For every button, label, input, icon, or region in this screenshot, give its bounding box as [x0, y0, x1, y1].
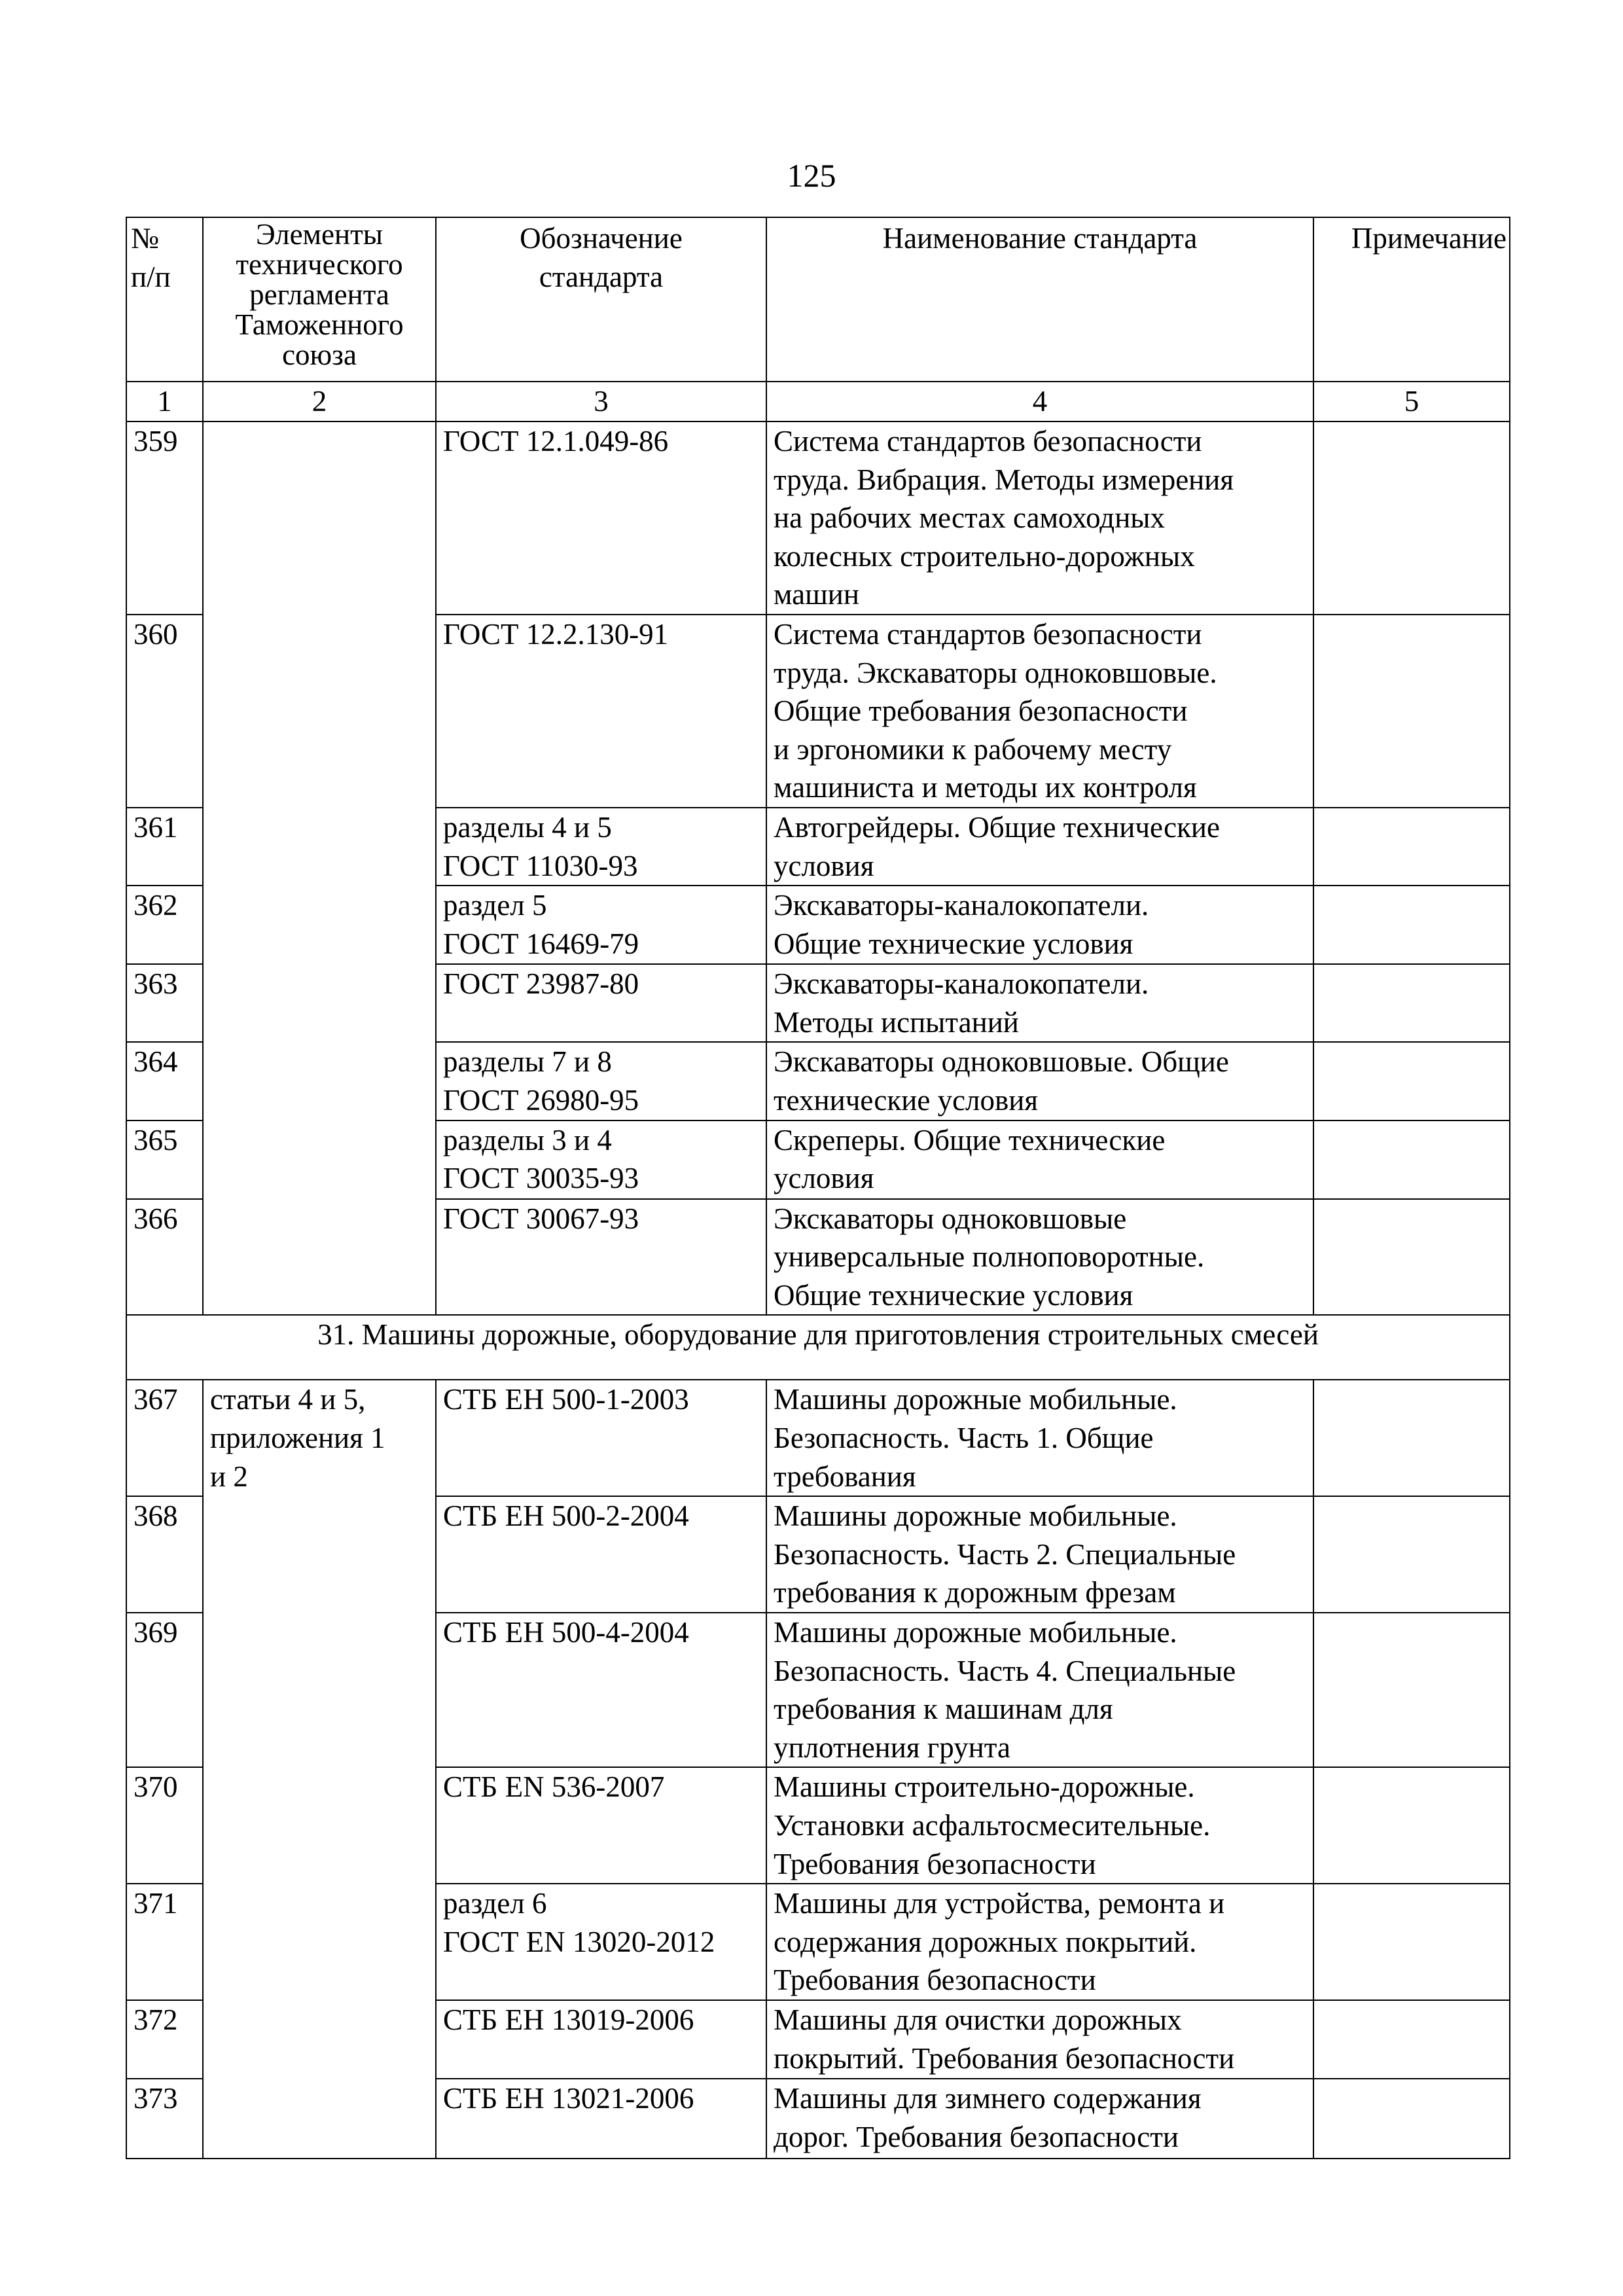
standard-name: Экскаваторы-каналокопатели. Методы испытаний [766, 964, 1313, 1042]
table-row [126, 422, 1510, 615]
row-number: 364 [126, 1042, 203, 1120]
standard-name: Система стандартов безопасности труда. Экскаваторы одноковшовые. Общие требования безопасности и эргономики к рабочему месту машиниста и методы их контроля [766, 615, 1313, 808]
standard-name: Машины для зимнего содержания дорог. Требования безопасности [766, 2079, 1313, 2159]
note [1313, 1613, 1510, 1767]
row-number: 361 [126, 808, 203, 886]
header-name: Наименование стандарта [766, 217, 1313, 382]
note [1313, 964, 1510, 1042]
row-number: 367 [126, 1380, 203, 1496]
row-number: 372 [126, 2000, 203, 2079]
standard-designation: ГОСТ 30067-93 [436, 1199, 766, 1316]
standard-designation: ГОСТ 12.2.130-91 [436, 615, 766, 808]
standard-name: Машины дорожные мобильные. Безопасность. Часть 4. Специальные требования к машинам для уплотнения грунта [766, 1613, 1313, 1767]
column-number-row [126, 382, 1510, 422]
standard-name: Машины для устройства, ремонта и содержания дорожных покрытий. Требования безопасности [766, 1884, 1313, 2000]
regulation-elements: статьи 4 и 5, приложения 1 и 2 [203, 1380, 436, 2159]
note [1313, 1199, 1510, 1316]
row-number: 362 [126, 886, 203, 964]
row-number: 370 [126, 1767, 203, 1884]
section-header-row [126, 1315, 1510, 1380]
standard-designation: СТБ ЕН 500-1-2003 [436, 1380, 766, 1496]
column-number: 2 [203, 382, 436, 422]
standard-designation: ГОСТ 12.1.049-86 [436, 422, 766, 615]
standard-designation: ГОСТ 23987-80 [436, 964, 766, 1042]
row-number: 360 [126, 615, 203, 808]
standard-designation: СТБ ЕН 500-4-2004 [436, 1613, 766, 1767]
note [1313, 1884, 1510, 2000]
column-number: 1 [126, 382, 203, 422]
standards-table [126, 217, 1510, 2159]
standard-designation: разделы 4 и 5 ГОСТ 11030-93 [436, 808, 766, 886]
standard-name: Экскаваторы одноковшовые универсальные полноповоротные. Общие технические условия [766, 1199, 1313, 1316]
standard-name: Экскаваторы одноковшовые. Общие технические условия [766, 1042, 1313, 1120]
standard-designation: СТБ ЕН 13021-2006 [436, 2079, 766, 2159]
header-row [126, 217, 1510, 382]
note [1313, 615, 1510, 808]
standard-name: Экскаваторы-каналокопатели. Общие технические условия [766, 886, 1313, 964]
standard-designation: СТБ EN 536-2007 [436, 1767, 766, 1884]
header-note: Примечание [1313, 217, 1510, 382]
column-number: 3 [436, 382, 766, 422]
standard-designation: разделы 7 и 8 ГОСТ 26980-95 [436, 1042, 766, 1120]
note [1313, 808, 1510, 886]
standard-designation: разделы 3 и 4 ГОСТ 30035-93 [436, 1121, 766, 1199]
table-row [126, 1380, 1510, 1496]
header-designation: Обозначение стандарта [436, 217, 766, 382]
note [1313, 2000, 1510, 2079]
table-body-part1 [126, 422, 1510, 1315]
standard-designation: СТБ ЕН 13019-2006 [436, 2000, 766, 2079]
note [1313, 1496, 1510, 1613]
regulation-elements [203, 422, 436, 1315]
standard-name: Машины дорожные мобильные. Безопасность. Часть 1. Общие требования [766, 1380, 1313, 1496]
standard-name: Система стандартов безопасности труда. Вибрация. Методы измерения на рабочих местах самоходных колесных строительно-дорожных машин [766, 422, 1313, 615]
standard-name: Скреперы. Общие технические условия [766, 1121, 1313, 1199]
note [1313, 886, 1510, 964]
row-number: 363 [126, 964, 203, 1042]
row-number: 369 [126, 1613, 203, 1767]
standard-designation: раздел 6 ГОСТ EN 13020-2012 [436, 1884, 766, 2000]
note [1313, 1042, 1510, 1120]
row-number: 366 [126, 1199, 203, 1316]
column-number: 4 [766, 382, 1313, 422]
row-number: 359 [126, 422, 203, 615]
row-number: 373 [126, 2079, 203, 2159]
standard-designation: СТБ ЕН 500-2-2004 [436, 1496, 766, 1613]
note [1313, 1380, 1510, 1496]
note [1313, 1767, 1510, 1884]
standard-name: Машины дорожные мобильные. Безопасность. Часть 2. Специальные требования к дорожным фрезам [766, 1496, 1313, 1613]
page-number: 125 [787, 157, 836, 194]
standard-name: Автогрейдеры. Общие технические условия [766, 808, 1313, 886]
column-number: 5 [1313, 382, 1510, 422]
row-number: 365 [126, 1121, 203, 1199]
note [1313, 1121, 1510, 1199]
header-elements: Элементы технического регламента Таможенного союза [203, 217, 436, 382]
row-number: 371 [126, 1884, 203, 2000]
note [1313, 422, 1510, 615]
standard-designation: раздел 5 ГОСТ 16469-79 [436, 886, 766, 964]
standard-name: Машины строительно-дорожные. Установки асфальтосмесительные. Требования безопасности [766, 1767, 1313, 1884]
note [1313, 2079, 1510, 2159]
row-number: 368 [126, 1496, 203, 1613]
header-number: № п/п [126, 217, 203, 382]
section-title: 31. Машины дорожные, оборудование для приготовления строительных смесей [126, 1315, 1510, 1380]
table-body-part2 [126, 1380, 1510, 2159]
standard-name: Машины для очистки дорожных покрытий. Требования безопасности [766, 2000, 1313, 2079]
